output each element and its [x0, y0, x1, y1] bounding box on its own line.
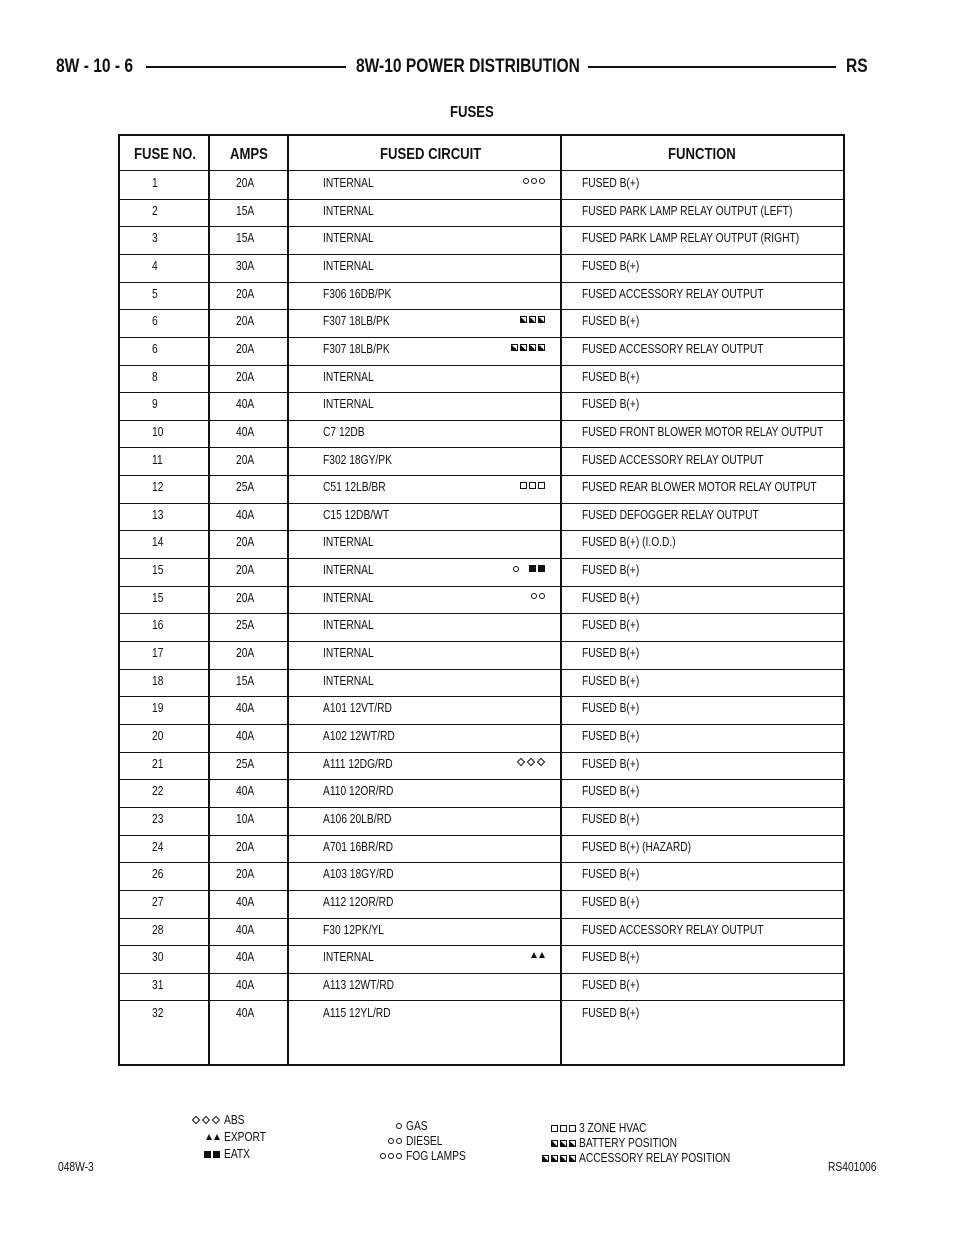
- fuse-amps: 20A: [236, 839, 255, 854]
- fuse-function: FUSED B(+) (HAZARD): [582, 839, 692, 854]
- table-row: [120, 172, 843, 200]
- table-row: [120, 725, 843, 753]
- fuse-function: FUSED B(+): [582, 673, 640, 688]
- fuse-table: [118, 134, 845, 1066]
- table-row: [120, 863, 843, 891]
- fuse-function: FUSED B(+): [582, 646, 640, 661]
- table-row: [120, 338, 843, 366]
- fuse-function: FUSED FRONT BLOWER MOTOR RELAY OUTPUT: [582, 424, 824, 439]
- table-row: [120, 449, 843, 477]
- table-row: [120, 531, 843, 559]
- fuse-number: 14: [152, 535, 164, 550]
- legend-item-fog-lamps: FOG LAMPS: [372, 1149, 512, 1164]
- fuse-function: FUSED REAR BLOWER MOTOR RELAY OUTPUT: [582, 480, 817, 495]
- fuse-function: FUSED B(+): [582, 369, 640, 384]
- document-code: RS401006: [828, 1160, 877, 1174]
- table-row: [120, 836, 843, 864]
- fuse-function: FUSED B(+): [582, 867, 640, 882]
- fuse-function: FUSED DEFOGGER RELAY OUTPUT: [582, 507, 759, 522]
- fuse-number: 20: [152, 729, 164, 743]
- fuse-number: 31: [152, 977, 164, 992]
- fuse-number: 10: [152, 424, 164, 439]
- fuse-number: 11: [152, 452, 163, 467]
- fuse-number: 9: [152, 397, 158, 412]
- table-row: [120, 891, 843, 919]
- fuse-function: FUSED B(+): [582, 1005, 640, 1020]
- legend-item-3-zone-hvac: 3 ZONE HVAC: [536, 1121, 756, 1136]
- fuse-amps: 40A: [236, 922, 255, 937]
- legend-item-export: EXPORT: [190, 1130, 310, 1147]
- fuse-amps: 15A: [236, 673, 255, 688]
- fuse-function: FUSED B(+): [582, 397, 640, 412]
- gas-eatx-icon: [513, 565, 545, 572]
- fused-circuit: A103 18GY/RD: [323, 867, 394, 882]
- figure-code: 048W-3: [58, 1160, 94, 1174]
- battery-position-icon: [520, 316, 545, 323]
- fuse-number: 17: [152, 646, 164, 661]
- accessory-relay-icon: [536, 1155, 576, 1162]
- fuse-amps: 40A: [236, 784, 255, 799]
- legend-item-gas: GAS: [372, 1119, 512, 1134]
- fuse-amps: 40A: [236, 950, 255, 965]
- fuse-amps: 20A: [236, 535, 255, 550]
- fuse-amps: 20A: [236, 176, 255, 190]
- fuse-number: 28: [152, 922, 164, 937]
- fuse-number: 24: [152, 839, 164, 854]
- fuse-number: 23: [152, 811, 164, 826]
- fused-circuit: A701 16BR/RD: [323, 839, 394, 854]
- fuse-number: 8: [152, 369, 158, 384]
- fuse-amps: 40A: [236, 424, 255, 439]
- fused-circuit: A110 12OR/RD: [323, 784, 394, 799]
- fuse-function: FUSED B(+): [582, 756, 640, 771]
- fuse-number: 27: [152, 894, 164, 909]
- fuse-number: 19: [152, 701, 164, 716]
- fuse-amps: 30A: [236, 258, 255, 273]
- fuse-amps: 40A: [236, 977, 255, 992]
- legend-item-abs: ABS: [190, 1113, 310, 1130]
- fused-circuit: A115 12YL/RD: [323, 1005, 391, 1020]
- fuse-function: FUSED ACCESSORY RELAY OUTPUT: [582, 452, 764, 467]
- eatx-icon: [190, 1151, 220, 1158]
- fused-circuit: F306 16DB/PK: [323, 286, 392, 301]
- fuse-function: FUSED B(+): [582, 618, 640, 633]
- table-row: [120, 227, 843, 255]
- fuse-function: FUSED PARK LAMP RELAY OUTPUT (LEFT): [582, 203, 793, 218]
- fuse-number: 4: [152, 258, 158, 273]
- fused-circuit: A102 12WT/RD: [323, 729, 395, 743]
- accessory-relay-icon: [511, 344, 545, 351]
- table-row: [120, 476, 843, 504]
- table-row: [120, 393, 843, 421]
- model-code: RS: [846, 56, 868, 77]
- diesel-icon: [372, 1138, 402, 1144]
- abs-icon: [517, 759, 545, 765]
- fused-circuit: A101 12VT/RD: [323, 701, 392, 716]
- fuse-function: FUSED B(+): [582, 950, 640, 965]
- fuse-function: FUSED B(+): [582, 977, 640, 992]
- fuse-amps: 25A: [236, 480, 255, 495]
- fused-circuit: INTERNAL: [323, 369, 374, 384]
- fused-circuit: F30 12PK/YL: [323, 922, 384, 937]
- table-row: [120, 919, 843, 947]
- fuse-number: 18: [152, 673, 164, 688]
- table-row: [120, 946, 843, 974]
- fuse-function: FUSED B(+): [582, 563, 640, 578]
- fuse-number: 21: [152, 756, 164, 771]
- fuse-amps: 20A: [236, 867, 255, 882]
- fuse-function: FUSED PARK LAMP RELAY OUTPUT (RIGHT): [582, 231, 800, 246]
- fuse-amps: 20A: [236, 314, 255, 329]
- fuse-number: 26: [152, 867, 164, 882]
- fuse-function: FUSED B(+): [582, 590, 640, 605]
- fused-circuit: C51 12LB/BR: [323, 480, 386, 495]
- table-row: [120, 200, 843, 228]
- hvac-icon: [520, 482, 545, 489]
- fuse-number: 13: [152, 507, 164, 522]
- legend-group-1: [190, 1113, 310, 1164]
- fuse-number: 15: [152, 563, 164, 578]
- fuse-amps: 10A: [236, 811, 255, 826]
- fuse-amps: 15A: [236, 231, 255, 246]
- fused-circuit: A106 20LB/RD: [323, 811, 392, 826]
- fuse-amps: 40A: [236, 397, 255, 412]
- hvac-icon: [536, 1125, 576, 1132]
- fused-circuit: INTERNAL: [323, 646, 374, 661]
- fused-circuit: INTERNAL: [323, 563, 374, 578]
- column-header-function: FUNCTION: [668, 146, 736, 163]
- fuse-amps: 40A: [236, 701, 255, 716]
- table-row: [120, 697, 843, 725]
- fuse-amps: 25A: [236, 618, 255, 633]
- gas-icon: [372, 1123, 402, 1129]
- table-row: [120, 587, 843, 615]
- fused-circuit: INTERNAL: [323, 535, 374, 550]
- fuse-number: 12: [152, 480, 164, 495]
- fused-circuit: INTERNAL: [323, 397, 374, 412]
- table-row: [120, 1002, 843, 1030]
- fuse-number: 32: [152, 1005, 164, 1020]
- fuse-amps: 15A: [236, 203, 255, 218]
- table-row: [120, 670, 843, 698]
- fuse-function: FUSED ACCESSORY RELAY OUTPUT: [582, 286, 764, 301]
- fuse-number: 1: [152, 176, 158, 190]
- legend-group-3: [536, 1121, 756, 1166]
- fuse-amps: 40A: [236, 729, 255, 743]
- fuse-amps: 20A: [236, 590, 255, 605]
- fused-circuit: INTERNAL: [323, 258, 374, 273]
- fuse-amps: 20A: [236, 452, 255, 467]
- table-row: [120, 780, 843, 808]
- fuse-function: FUSED ACCESSORY RELAY OUTPUT: [582, 922, 764, 937]
- section-title: 8W-10 POWER DISTRIBUTION: [356, 56, 580, 77]
- table-row: [120, 366, 843, 394]
- fuse-function: FUSED B(+) (I.O.D.): [582, 535, 676, 550]
- table-row: [120, 614, 843, 642]
- table-row: [120, 504, 843, 532]
- fused-circuit: F307 18LB/PK: [323, 341, 390, 356]
- fuse-amps: 40A: [236, 507, 255, 522]
- fuse-number: 30: [152, 950, 164, 965]
- fuse-function: FUSED ACCESSORY RELAY OUTPUT: [582, 341, 764, 356]
- table-row: [120, 283, 843, 311]
- page-number: 8W - 10 - 6: [56, 56, 134, 77]
- fused-circuit: F302 18GY/PK: [323, 452, 392, 467]
- fuse-function: FUSED B(+): [582, 314, 640, 329]
- fuse-function: FUSED B(+): [582, 729, 640, 743]
- fuse-function: FUSED B(+): [582, 894, 640, 909]
- diesel-icon: [531, 593, 545, 599]
- table-row: [120, 974, 843, 1002]
- fuse-number: 3: [152, 231, 158, 246]
- fuse-function: FUSED B(+): [582, 176, 640, 190]
- fuse-amps: 20A: [236, 341, 255, 356]
- export-icon: [531, 952, 545, 958]
- fused-circuit: INTERNAL: [323, 950, 374, 965]
- legend-item-battery-position: BATTERY POSITION: [536, 1136, 756, 1151]
- fused-circuit: INTERNAL: [323, 590, 374, 605]
- abs-icon: [190, 1117, 220, 1123]
- table-row: [120, 559, 843, 587]
- fuse-amps: 40A: [236, 1005, 255, 1020]
- fuse-number: 6: [152, 314, 158, 329]
- fused-circuit: A113 12WT/RD: [323, 977, 395, 992]
- fuse-number: 22: [152, 784, 164, 799]
- table-row: [120, 255, 843, 283]
- fused-circuit: INTERNAL: [323, 618, 374, 633]
- fuse-number: 2: [152, 203, 158, 218]
- legend-item-diesel: DIESEL: [372, 1134, 512, 1149]
- header-rule-right: [588, 66, 836, 68]
- fuse-function: FUSED B(+): [582, 258, 640, 273]
- column-header-fuse-no: FUSE NO.: [134, 146, 196, 163]
- fused-circuit: INTERNAL: [323, 231, 374, 246]
- fuse-function: FUSED B(+): [582, 701, 640, 716]
- fuse-amps: 20A: [236, 563, 255, 578]
- export-icon: [190, 1134, 220, 1140]
- column-header-fused-circuit: FUSED CIRCUIT: [380, 146, 482, 163]
- table-row: [120, 421, 843, 449]
- fuse-amps: 40A: [236, 894, 255, 909]
- fused-circuit: A111 12DG/RD: [323, 756, 393, 771]
- fuse-amps: 20A: [236, 286, 255, 301]
- fused-circuit: INTERNAL: [323, 203, 374, 218]
- battery-position-icon: [536, 1140, 576, 1147]
- fuse-function: FUSED B(+): [582, 811, 640, 826]
- header-rule: [120, 170, 843, 171]
- fuse-number: 5: [152, 286, 158, 301]
- header-rule-left: [146, 66, 346, 68]
- fused-circuit: A112 12OR/RD: [323, 894, 394, 909]
- legend-item-eatx: EATX: [190, 1147, 310, 1164]
- fuse-number: 16: [152, 618, 164, 633]
- table-row: [120, 753, 843, 781]
- fused-circuit: C7 12DB: [323, 424, 365, 439]
- legend-group-2: [372, 1119, 512, 1164]
- legend-item-accessory-relay-position: ACCESSORY RELAY POSITION: [536, 1151, 756, 1166]
- table-title: FUSES: [450, 104, 494, 121]
- fuse-function: FUSED B(+): [582, 784, 640, 799]
- table-row: [120, 642, 843, 670]
- fuse-amps: 20A: [236, 646, 255, 661]
- fog-lamp-icon: [523, 178, 545, 184]
- fuse-number: 6: [152, 341, 158, 356]
- fused-circuit: C15 12DB/WT: [323, 507, 390, 522]
- fused-circuit: INTERNAL: [323, 673, 374, 688]
- fuse-amps: 25A: [236, 756, 255, 771]
- fog-lamp-icon: [372, 1153, 402, 1159]
- table-row: [120, 808, 843, 836]
- table-row: [120, 310, 843, 338]
- column-header-amps: AMPS: [230, 146, 268, 163]
- fuse-amps: 20A: [236, 369, 255, 384]
- fused-circuit: F307 18LB/PK: [323, 314, 390, 329]
- fused-circuit: INTERNAL: [323, 176, 374, 190]
- fuse-number: 15: [152, 590, 164, 605]
